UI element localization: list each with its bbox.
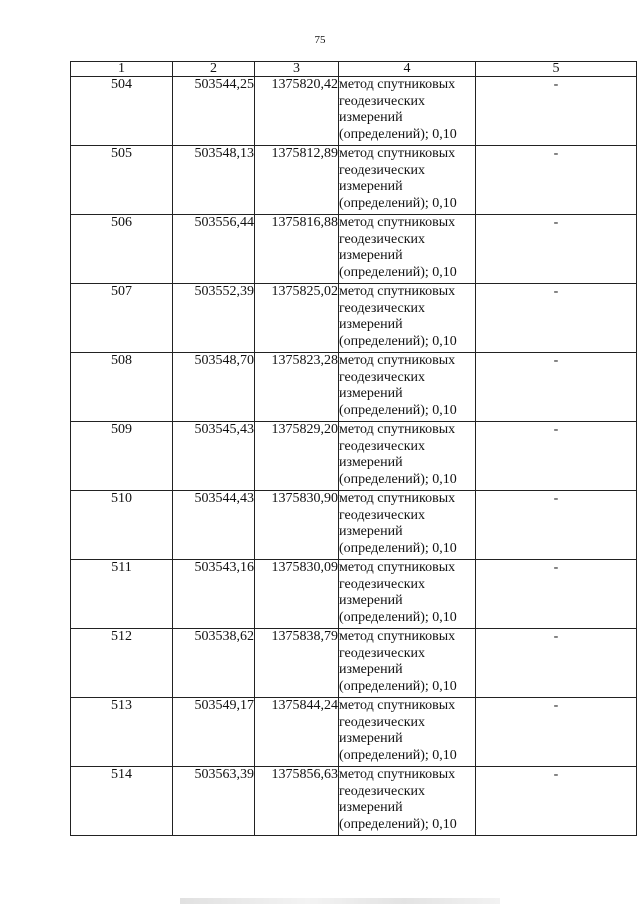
method-line: измерений xyxy=(339,524,403,539)
method-line: измерений xyxy=(339,386,403,401)
method-line: измерений xyxy=(339,593,403,608)
table-row xyxy=(71,146,637,215)
y-coordinate-cell: 1375812,89 xyxy=(255,146,339,215)
column-5-cell: - xyxy=(476,698,637,767)
method-line: (определений); 0,10 xyxy=(339,333,457,349)
method-line: (определений); 0,10 xyxy=(339,678,457,694)
method-line: (определений); 0,10 xyxy=(339,816,457,832)
table-header-row xyxy=(71,62,637,77)
x-coordinate-cell: 503552,39 xyxy=(173,284,255,353)
point-number-cell: 513 xyxy=(71,698,173,767)
method-line: (определений); 0,10 xyxy=(339,540,457,556)
method-line: измерений xyxy=(339,800,403,815)
method-cell xyxy=(339,698,476,767)
method-line: геодезических xyxy=(339,645,426,661)
method-line: измерений xyxy=(339,248,403,263)
method-line: (определений); 0,10 xyxy=(339,126,457,142)
x-coordinate-cell: 503556,44 xyxy=(173,215,255,284)
method-cell xyxy=(339,560,476,629)
x-coordinate-cell: 503538,62 xyxy=(173,629,255,698)
column-5-cell: - xyxy=(476,629,637,698)
method-line: метод спутниковых xyxy=(339,560,456,575)
method-line: метод спутниковых xyxy=(339,422,456,437)
method-line: геодезических xyxy=(339,231,426,247)
method-cell xyxy=(339,422,476,491)
method-line: геодезических xyxy=(339,300,426,316)
y-coordinate-cell: 1375820,42 xyxy=(255,77,339,146)
point-number-cell: 511 xyxy=(71,560,173,629)
x-coordinate-cell: 503563,39 xyxy=(173,767,255,836)
column-5-cell: - xyxy=(476,215,637,284)
column-header-4: 4 xyxy=(339,62,476,77)
table-row xyxy=(71,284,637,353)
method-line: (определений); 0,10 xyxy=(339,471,457,487)
method-line: геодезических xyxy=(339,714,426,730)
table-row xyxy=(71,77,637,146)
method-cell xyxy=(339,353,476,422)
point-number-cell: 506 xyxy=(71,215,173,284)
method-line: (определений); 0,10 xyxy=(339,264,457,280)
method-line: метод спутниковых xyxy=(339,629,456,644)
y-coordinate-cell: 1375830,09 xyxy=(255,560,339,629)
method-cell xyxy=(339,491,476,560)
method-cell xyxy=(339,284,476,353)
point-number-cell: 509 xyxy=(71,422,173,491)
method-line: (определений); 0,10 xyxy=(339,195,457,211)
y-coordinate-cell: 1375844,24 xyxy=(255,698,339,767)
method-line: метод спутниковых xyxy=(339,146,456,161)
column-5-cell: - xyxy=(476,284,637,353)
method-cell xyxy=(339,77,476,146)
method-cell xyxy=(339,215,476,284)
column-header-5: 5 xyxy=(476,62,637,77)
x-coordinate-cell: 503545,43 xyxy=(173,422,255,491)
table-row xyxy=(71,767,637,836)
x-coordinate-cell: 503544,43 xyxy=(173,491,255,560)
x-coordinate-cell: 503544,25 xyxy=(173,77,255,146)
method-line: геодезических xyxy=(339,507,426,523)
column-5-cell: - xyxy=(476,353,637,422)
y-coordinate-cell: 1375825,02 xyxy=(255,284,339,353)
x-coordinate-cell: 503543,16 xyxy=(173,560,255,629)
column-5-cell: - xyxy=(476,422,637,491)
y-coordinate-cell: 1375829,20 xyxy=(255,422,339,491)
table-row xyxy=(71,215,637,284)
point-number-cell: 508 xyxy=(71,353,173,422)
point-number-cell: 507 xyxy=(71,284,173,353)
method-line: измерений xyxy=(339,179,403,194)
method-line: измерений xyxy=(339,110,403,125)
table-body xyxy=(71,77,637,836)
method-line: метод спутниковых xyxy=(339,284,456,299)
table-row xyxy=(71,491,637,560)
point-number-cell: 510 xyxy=(71,491,173,560)
page-number: 75 xyxy=(314,34,326,46)
point-number-cell: 505 xyxy=(71,146,173,215)
method-line: (определений); 0,10 xyxy=(339,402,457,418)
column-header-1: 1 xyxy=(71,62,173,77)
table-row xyxy=(71,353,637,422)
x-coordinate-cell: 503548,70 xyxy=(173,353,255,422)
method-cell xyxy=(339,146,476,215)
method-line: измерений xyxy=(339,731,403,746)
table-row xyxy=(71,629,637,698)
method-line: (определений); 0,10 xyxy=(339,747,457,763)
method-line: измерений xyxy=(339,662,403,677)
method-line: измерений xyxy=(339,317,403,332)
method-line: метод спутниковых xyxy=(339,767,456,782)
x-coordinate-cell: 503549,17 xyxy=(173,698,255,767)
y-coordinate-cell: 1375816,88 xyxy=(255,215,339,284)
column-header-2: 2 xyxy=(173,62,255,77)
table-row xyxy=(71,698,637,767)
method-line: геодезических xyxy=(339,369,426,385)
column-header-3: 3 xyxy=(255,62,339,77)
method-line: геодезических xyxy=(339,93,426,109)
method-line: измерений xyxy=(339,455,403,470)
column-5-cell: - xyxy=(476,146,637,215)
method-cell xyxy=(339,629,476,698)
x-coordinate-cell: 503548,13 xyxy=(173,146,255,215)
point-number-cell: 512 xyxy=(71,629,173,698)
y-coordinate-cell: 1375830,90 xyxy=(255,491,339,560)
column-5-cell: - xyxy=(476,491,637,560)
table-row xyxy=(71,560,637,629)
y-coordinate-cell: 1375856,63 xyxy=(255,767,339,836)
method-line: геодезических xyxy=(339,162,426,178)
column-5-cell: - xyxy=(476,767,637,836)
method-line: метод спутниковых xyxy=(339,215,456,230)
point-number-cell: 514 xyxy=(71,767,173,836)
column-5-cell: - xyxy=(476,560,637,629)
y-coordinate-cell: 1375823,28 xyxy=(255,353,339,422)
method-line: (определений); 0,10 xyxy=(339,609,457,625)
table-row xyxy=(71,422,637,491)
method-line: геодезических xyxy=(339,438,426,454)
method-line: метод спутниковых xyxy=(339,77,456,92)
method-line: геодезических xyxy=(339,783,426,799)
method-cell xyxy=(339,767,476,836)
coordinates-table xyxy=(70,61,637,836)
column-5-cell: - xyxy=(476,77,637,146)
point-number-cell: 504 xyxy=(71,77,173,146)
method-line: метод спутниковых xyxy=(339,698,456,713)
method-line: геодезических xyxy=(339,576,426,592)
method-line: метод спутниковых xyxy=(339,353,456,368)
footer-blurred-text xyxy=(180,898,500,904)
y-coordinate-cell: 1375838,79 xyxy=(255,629,339,698)
method-line: метод спутниковых xyxy=(339,491,456,506)
